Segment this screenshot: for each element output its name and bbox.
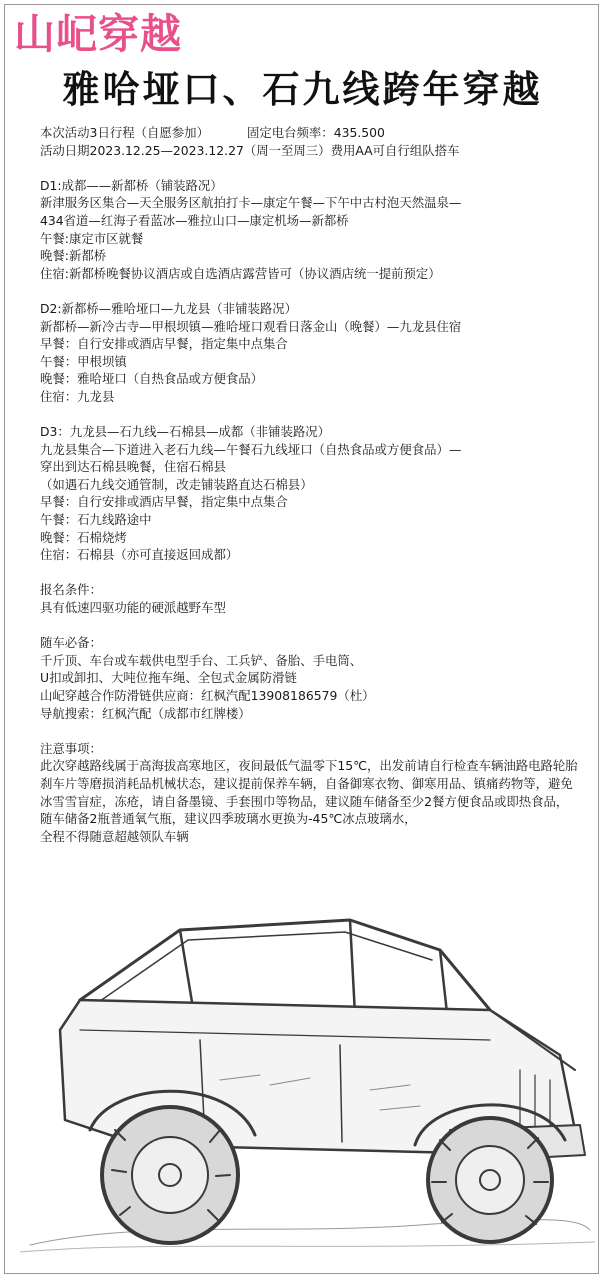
- brand-logo: 山屺穿越: [14, 10, 182, 58]
- day3-route-2: 穿出到达石棉县晚餐，住宿石棉县: [40, 459, 226, 475]
- jeep-sketch-illustration: [20, 880, 595, 1260]
- day3-stay: 住宿：石棉县（亦可直接返回成都）: [40, 547, 239, 563]
- day2-dinner: 晚餐：雅哈垭口（自热食品或方便食品）: [40, 371, 264, 387]
- gear-section: [40, 634, 580, 722]
- day2-section: [40, 300, 580, 406]
- day3-breakfast: 早餐：自行安排或酒店早餐，指定集中点集合: [40, 494, 288, 510]
- gear-line-1: 千斤顶、车台或车载供电型手台、工兵铲、备胎、手电筒、: [40, 652, 363, 668]
- notice-heading: 注意事项：: [40, 740, 102, 756]
- day3-heading: D3：九龙县—石九线—石棉县—成都（非铺装路况）: [40, 424, 331, 440]
- day2-lunch: 午餐：甲根坝镇: [40, 353, 127, 369]
- gear-supplier: 山屺穿越合作防滑链供应商：红枫汽配13908186579（杜）: [40, 688, 375, 703]
- gear-line-2: U扣或卸扣、大吨位拖车绳、全包式金属防滑链: [40, 670, 297, 686]
- header-line-1: [40, 124, 580, 142]
- day3-section: [40, 423, 580, 564]
- day2-heading: D2:新都桥—雅哈垭口—九龙县（非铺装路况）: [40, 300, 298, 316]
- notice-section: [40, 740, 580, 846]
- day1-lunch: 午餐:康定市区就餐: [40, 230, 144, 246]
- gear-heading: 随车必备：: [40, 635, 102, 651]
- activity-length: 本次活动3日行程（自愿参加）: [40, 125, 209, 140]
- radio-frequency: 固定电台频率：435.500: [246, 125, 385, 140]
- day2-breakfast: 早餐：自行安排或酒店早餐，指定集中点集合: [40, 336, 288, 352]
- activity-dates: 活动日期2023.12.25—2023.12.27（周一至周三）费用AA可自行组队搭车: [40, 142, 460, 158]
- day1-stay: 住宿:新都桥晚餐协议酒店或自选酒店露营皆可（协议酒店统一提前预定）: [40, 265, 441, 281]
- day3-lunch: 午餐：石九线路途中: [40, 512, 152, 528]
- notice-last-line: 全程不得随意超越领队车辆: [40, 828, 189, 844]
- itinerary-content: [40, 124, 580, 845]
- day3-note: （如遇石九线交通管制，改走铺装路直达石棉县）: [40, 476, 313, 492]
- day3-route-1: 九龙县集合—下道进入老石九线—午餐石九线垭口（自热食品或方便食品）—: [40, 441, 462, 457]
- day1-heading: D1:成都——新都桥（铺装路况）: [40, 177, 223, 193]
- signup-heading: 报名条件：: [40, 582, 102, 598]
- day2-stay: 住宿：九龙县: [40, 388, 115, 404]
- gear-navigation: 导航搜索：红枫汽配（成都市红牌楼）: [40, 705, 251, 721]
- day1-route-2: 434省道—红海子看蓝冰—雅拉山口—康定机场—新都桥: [40, 212, 349, 228]
- day1-dinner: 晚餐:新都桥: [40, 248, 107, 264]
- signup-requirement: 具有低速四驱功能的硬派越野车型: [40, 600, 226, 616]
- notice-text: 此次穿越路线属于高海拔高寒地区，夜间最低气温零下15℃，出发前请自行检查车辆油路电路轮胎刹车片等磨损消耗品机械状态，建议提前保养车辆，自备御寒衣物、御寒用品、镇痛药物等，避免冰雪雪盲症，冻疮，请自备墨镜、手套围巾等物品，建议随车储备至少2餐方便食品或即热食品，随车储备2瓶普通氧气瓶，建议四季玻璃水更换为-45℃冰点玻璃水，: [40, 758, 578, 827]
- signup-section: [40, 581, 580, 616]
- day1-route-1: 新津服务区集合—天全服务区航拍打卡—康定午餐—下午中古村泡天然温泉—: [40, 195, 462, 211]
- page-title: 雅哈垭口、石九线跨年穿越: [62, 67, 543, 111]
- day3-dinner: 晚餐：石棉烧烤: [40, 529, 127, 545]
- day1-section: [40, 177, 580, 283]
- day2-route: 新都桥—新冷古寺—甲根坝镇—雅哈垭口观看日落金山（晚餐）—九龙县住宿: [40, 318, 462, 334]
